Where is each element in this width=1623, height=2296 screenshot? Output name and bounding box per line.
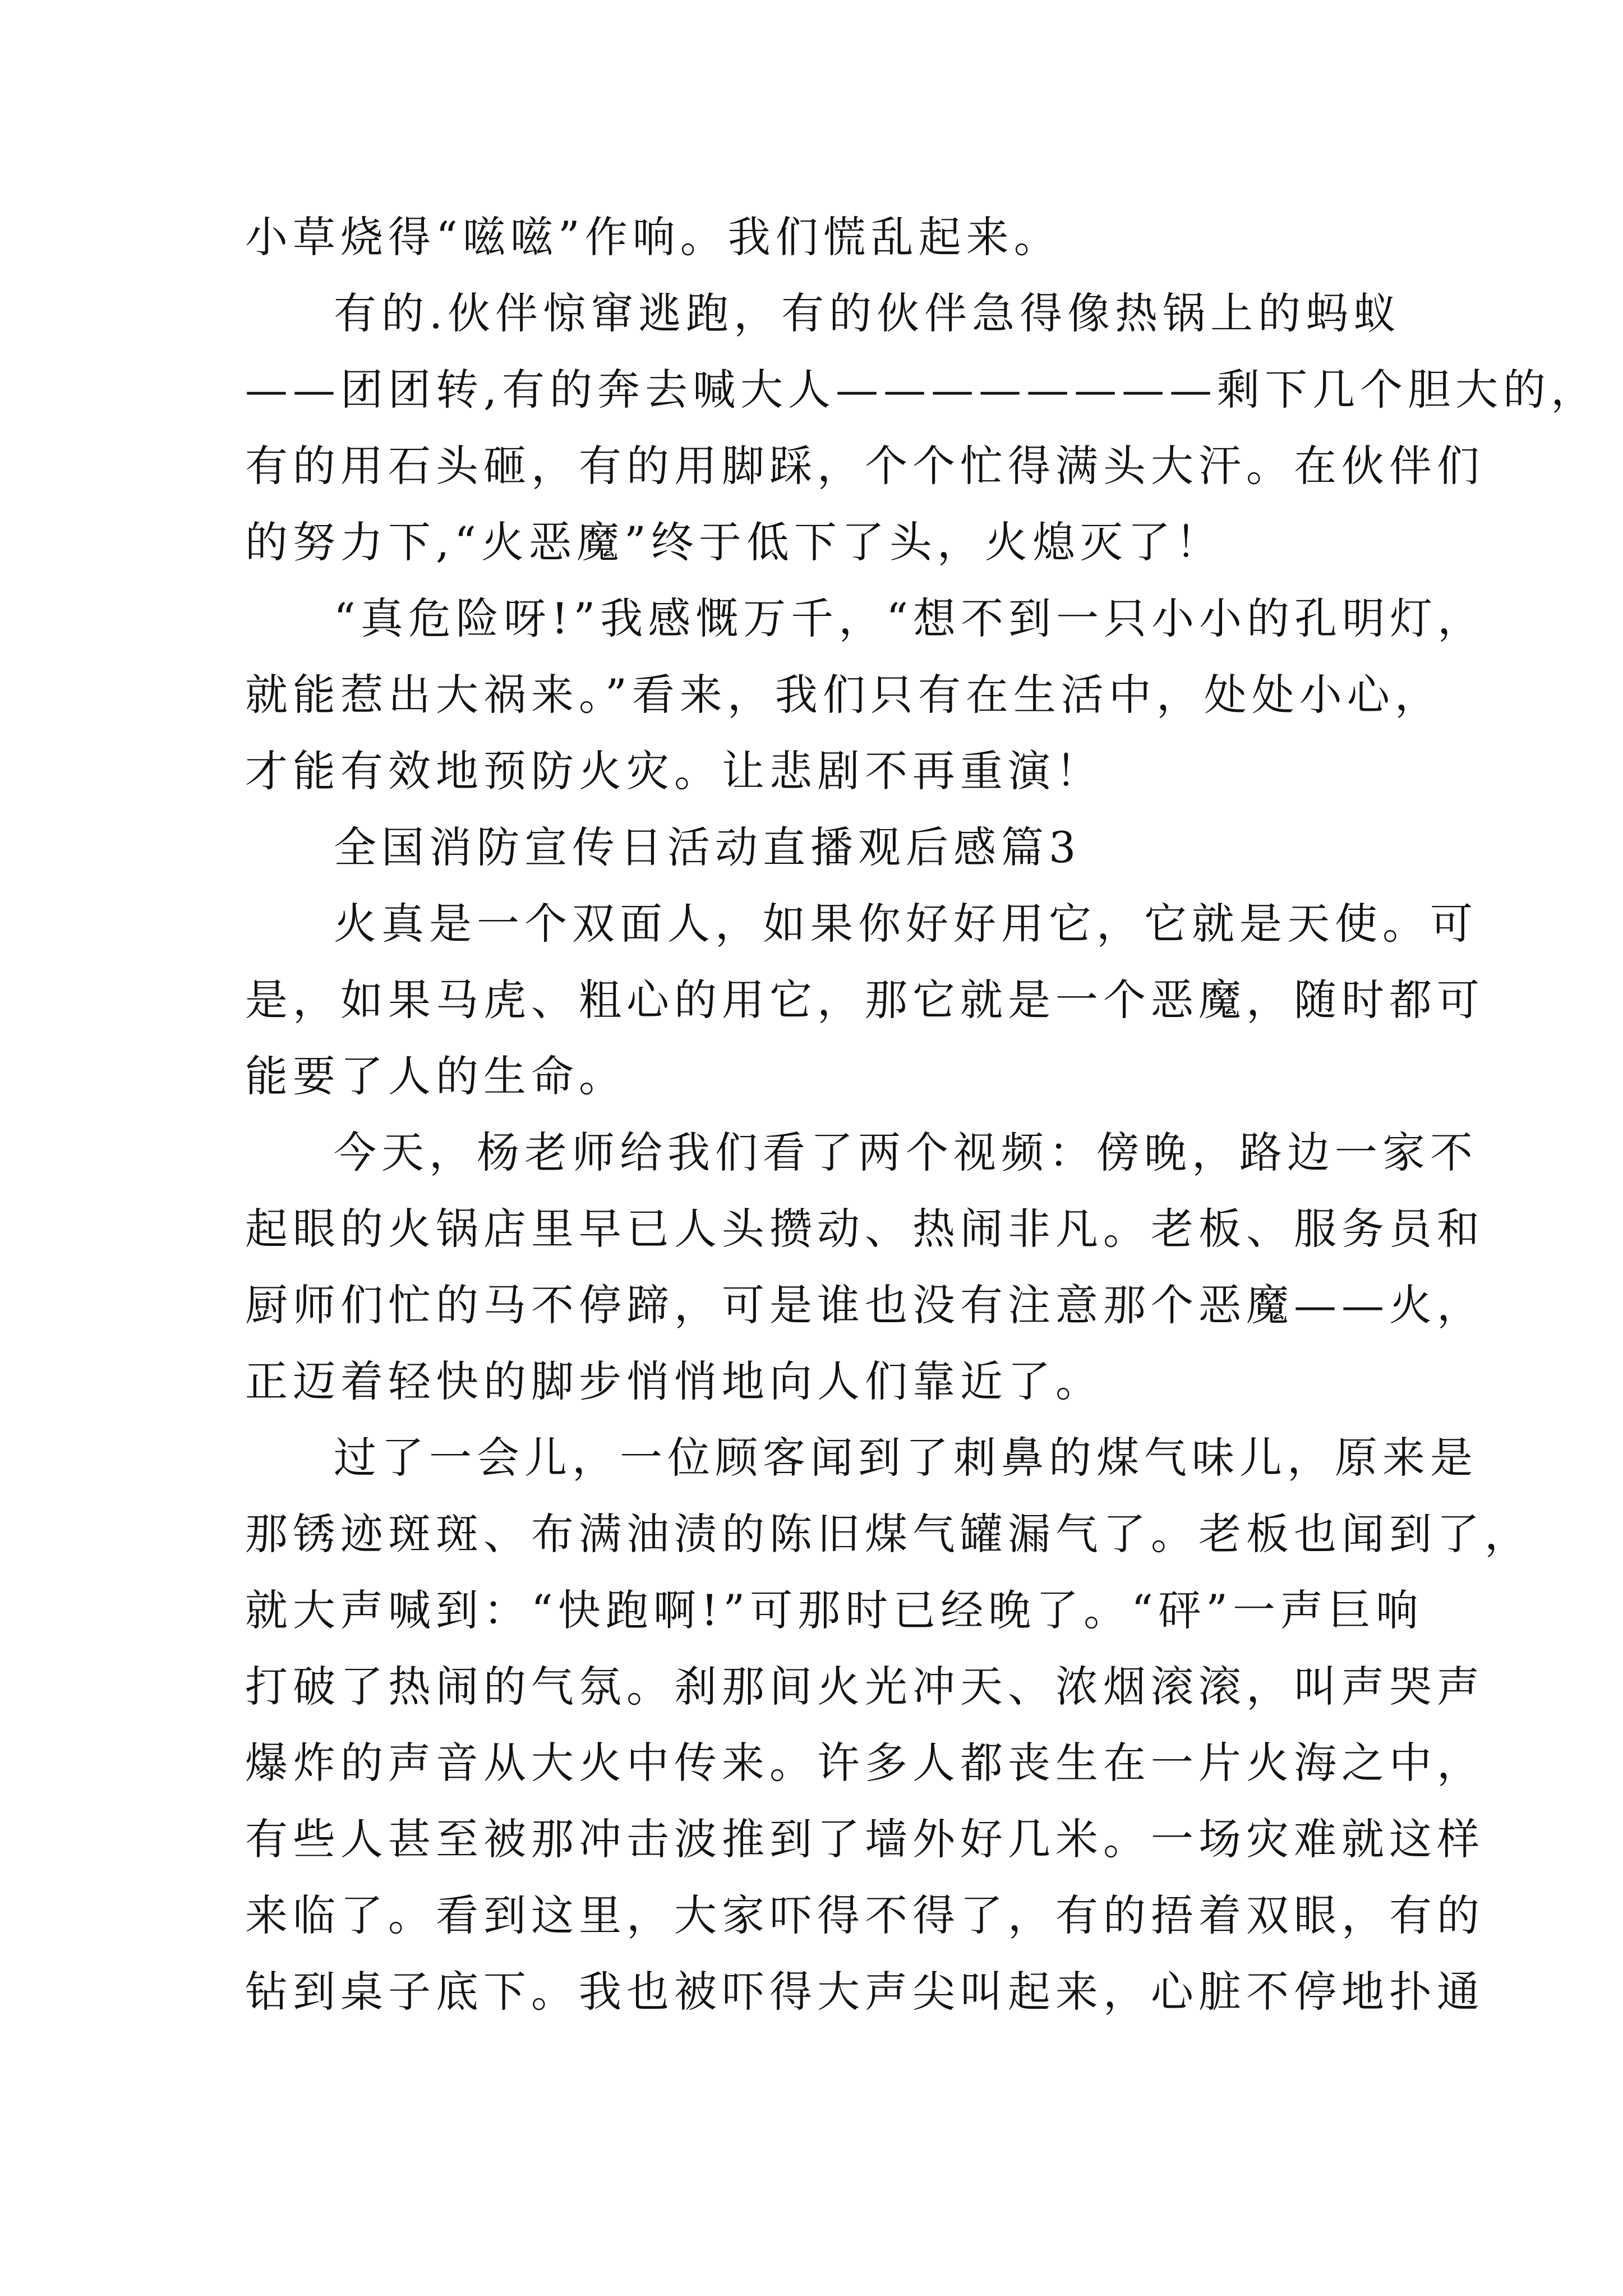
text-line: 正迈着轻快的脚步悄悄地向人们靠近了。 bbox=[245, 1356, 1103, 1406]
text-line: 能要了人的生命。 bbox=[245, 1051, 626, 1101]
text-line: 就能惹出大祸来。”看来，我们只有在生活中，处处小心， bbox=[245, 670, 1442, 720]
text-line: 钻到桌子底下。我也被吓得大声尖叫起来，心脏不停地扑通 bbox=[245, 1967, 1484, 2017]
text-line: 小草烧得“嗞嗞”作响。我们慌乱起来。 bbox=[245, 212, 1062, 262]
text-line: 有些人甚至被那冲击波推到了墙外好几米。一场灾难就这样 bbox=[245, 1814, 1484, 1864]
text-line: 的努力下,“火恶魔”终于低下了头，火熄灭了！ bbox=[245, 517, 1223, 567]
paragraph-start-line: 有的.伙伴惊窜逃跑，有的伙伴急得像热锅上的蚂蚁 bbox=[334, 288, 1401, 338]
text-line: 来临了。看到这里，大家吓得不得了，有的捂着双眼，有的 bbox=[245, 1890, 1484, 1940]
text-line: 厨师们忙的马不停蹄，可是谁也没有注意那个恶魔——火， bbox=[245, 1280, 1484, 1330]
paragraph-start-line: 火真是一个双面人，如果你好好用它，它就是天使。可 bbox=[334, 899, 1478, 949]
text-line: 才能有效地预防火灾。让悲剧不再重演！ bbox=[245, 746, 1103, 796]
essay-text bbox=[245, 199, 1599, 2030]
text-line: ——团团转,有的奔去喊大人————————剩下几个胆大的， bbox=[245, 365, 1599, 415]
section-heading: 全国消防宣传日活动直播观后感篇3 bbox=[334, 822, 1081, 872]
text-line: 是，如果马虎、粗心的用它，那它就是一个恶魔，随时都可 bbox=[245, 975, 1484, 1025]
text-line: 就大声喊到：“快跑啊!”可那时已经晚了。“砰”一声巨响 bbox=[245, 1585, 1423, 1635]
text-line: 爆炸的声音从大火中传来。许多人都丧生在一片火海之中， bbox=[245, 1738, 1484, 1788]
text-line: 那锈迹斑斑、布满油渍的陈旧煤气罐漏气了。老板也闻到了， bbox=[245, 1509, 1532, 1559]
paragraph-start-line: “真危险呀!”我感慨万千，“想不到一只小小的孔明灯， bbox=[334, 593, 1486, 643]
text-line: 起眼的火锅店里早已人头攒动、热闹非凡。老板、服务员和 bbox=[245, 1204, 1484, 1254]
text-line: 打破了热闹的气氛。刹那间火光冲天、浓烟滚滚，叫声哭声 bbox=[245, 1662, 1484, 1711]
paragraph-start-line: 过了一会儿，一位顾客闻到了刺鼻的煤气味儿，原来是 bbox=[334, 1433, 1478, 1483]
text-line: 有的用石头砸，有的用脚踩，个个忙得满头大汗。在伙伴们 bbox=[245, 441, 1484, 491]
paragraph-start-line: 今天，杨老师给我们看了两个视频：傍晚，路边一家不 bbox=[334, 1128, 1478, 1177]
